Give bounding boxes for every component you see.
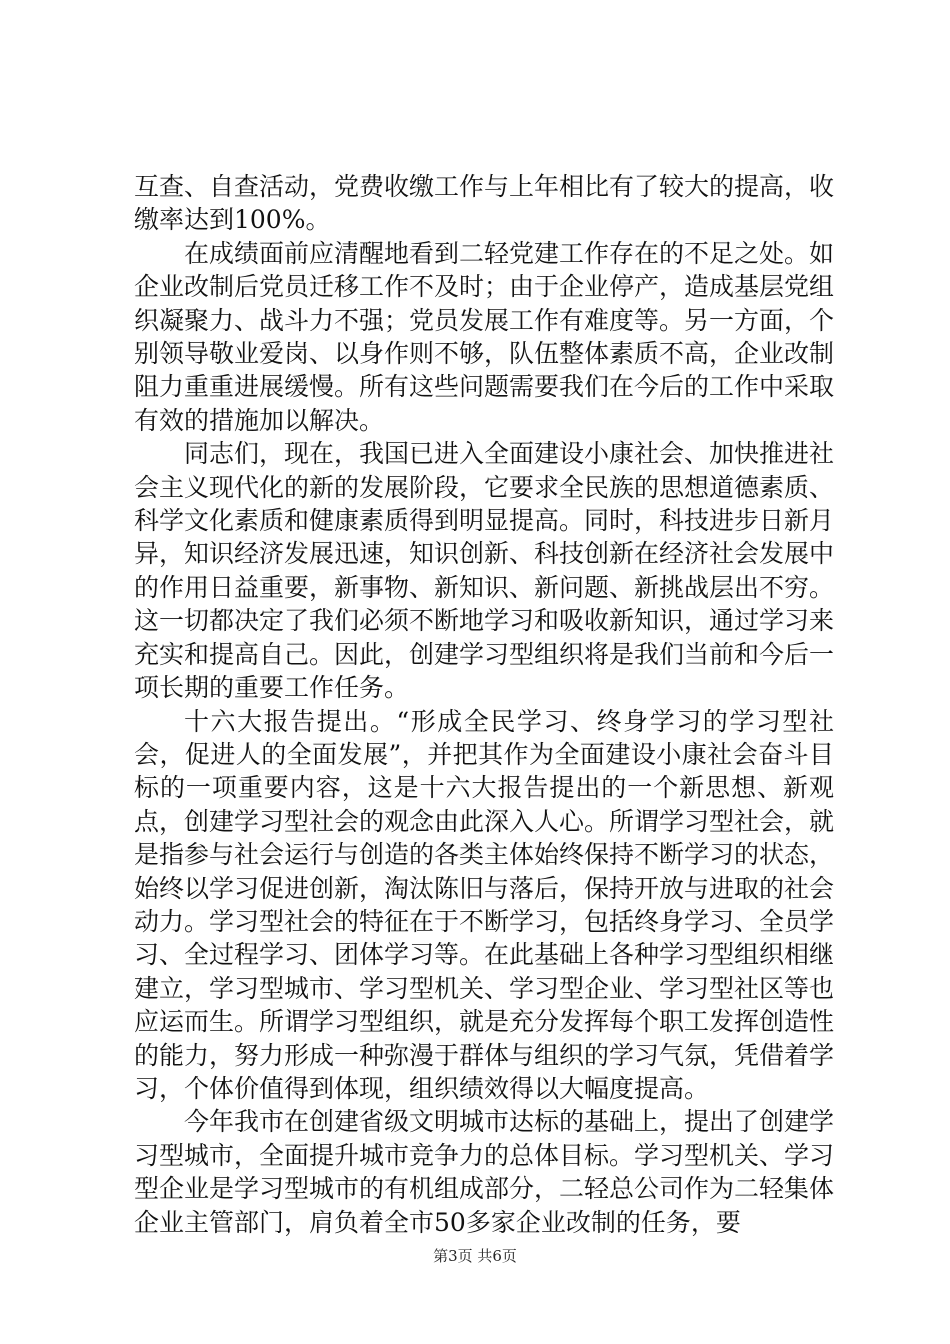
page-footer — [0, 1246, 950, 1266]
paragraph-1: 互查、自查活动，党费收缴工作与上年相比有了较大的提高，收缴率达到100%。 — [134, 172, 835, 235]
paragraph-4: 十六大报告提出。“形成全民学习、终身学习的学习型社会，促进人的全面发展”，并把其作为全面建设小康社会奋斗目标的一项重要内容，这是十六大报告提出的一个新思想、新观点，创建学习型社会的观念由此深入人心。所谓学习型社会，就是指参与社会运行与创造的各类主体始终保持不断学习的状态，始终以学习促进创新，淘汰陈旧与落后，保持开放与进取的社会动力。学习型社会的特征在于不断学习，包括终身学习、全员学习、全过程学习、团体学习等。在此基础上各种学习型组织相继建立，学习型城市、学习型机关、学习型企业、学习型社区等也应运而生。所谓学习型组织，就是充分发挥每个职工发挥创造性的能力，努力形成一种弥漫于群体与组织的学习气氛，凭借着学习，个体价值得到体现，组织绩效得以大幅度提高。 — [134, 706, 835, 1103]
paragraph-3: 同志们，现在，我国已进入全面建设小康社会、加快推进社会主义现代化的新的发展阶段，它要求全民族的思想道德素质、科学文化素质和健康素质得到明显提高。同时，科技进步日新月异，知识经济发展迅速，知识创新、科技创新在经济社会发展中的作用日益重要，新事物、新知识、新问题、新挑战层出不穷。这一切都决定了我们必须不断地学习和吸收新知识，通过学习来充实和提高自己。因此，创建学习型组织将是我们当前和今后一项长期的重要工作任务。 — [134, 439, 835, 703]
page-number-label: 第3页 共6页 — [433, 1247, 517, 1265]
body-text — [134, 170, 834, 1239]
paragraph-5: 今年我市在创建省级文明城市达标的基础上，提出了创建学习型城市，全面提升城市竞争力的总体目标。学习型机关、学习型企业是学习型城市的有机组成部分，二轻总公司作为二轻集体企业主管部门，肩负着全市50多家企业改制的任务，要 — [134, 1107, 835, 1237]
paragraph-2: 在成绩面前应清醒地看到二轻党建工作存在的不足之处。如企业改制后党员迁移工作不及时；由于企业停产，造成基层党组织凝聚力、战斗力不强；党员发展工作有难度等。另一方面，个别领导敬业爱岗、以身作则不够，队伍整体素质不高，企业改制阻力重重进展缓慢。所有这些问题需要我们在今后的工作中采取有效的措施加以解决。 — [134, 238, 835, 435]
